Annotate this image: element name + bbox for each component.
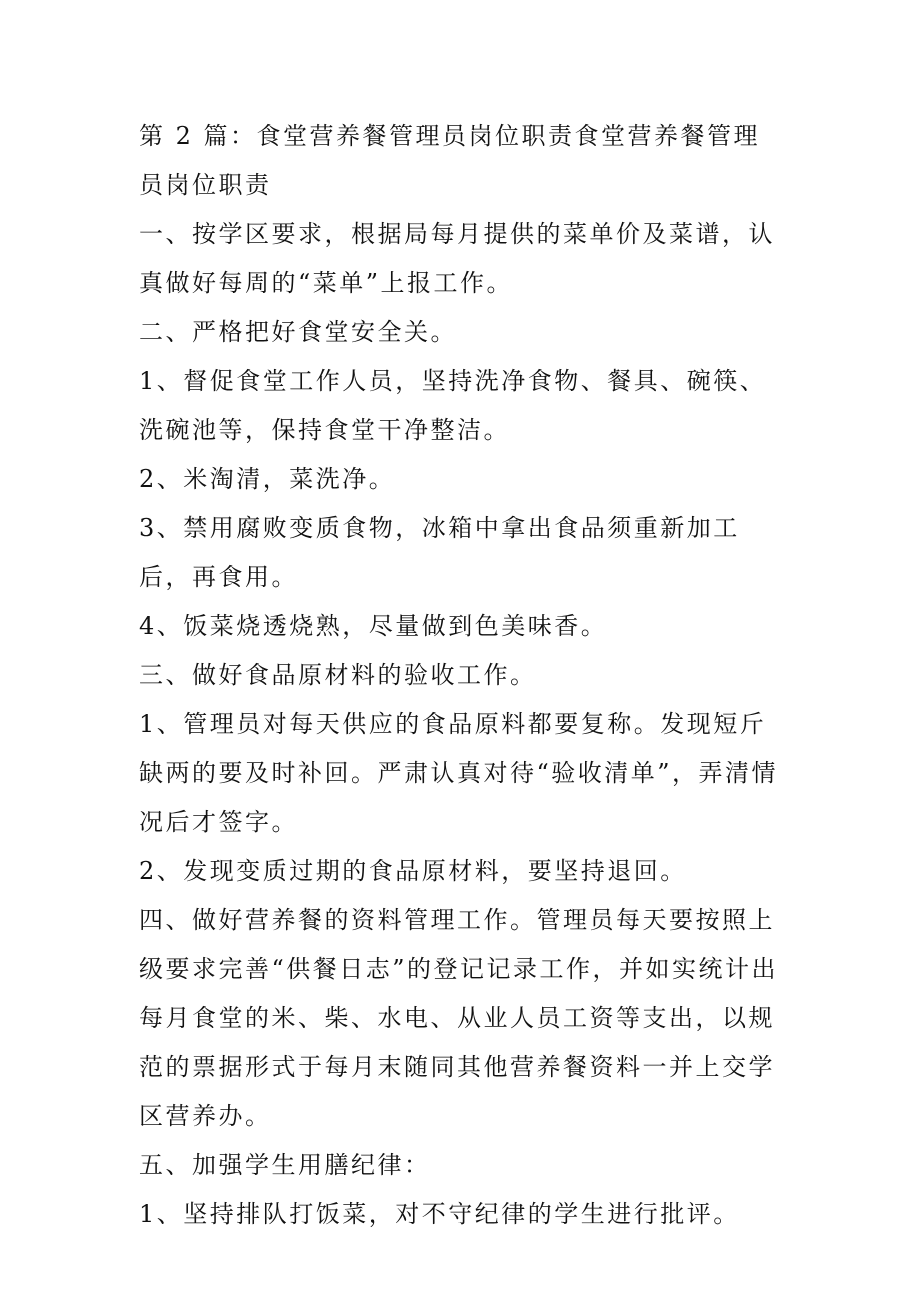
paragraph-rice-vegetables: 2、米淘清，菜洗净。 (139, 465, 396, 493)
paragraph-queue: 1、坚持排队打饭菜，对不守纪律的学生进行批评。 (139, 1200, 740, 1228)
paragraph-return-expired: 2、发现变质过期的食品原材料，要坚持退回。 (139, 857, 687, 885)
paragraph-menu-reporting: 一、按学区要求，根据局每月提供的菜单价及菜谱，认真做好每周的“菜单”上报工作。 (139, 220, 775, 297)
document-body (139, 112, 784, 1239)
section-heading-food-safety: 二、严格把好食堂安全关。 (139, 318, 457, 346)
paragraph-cooking: 4、饭菜烧透烧熟，尽量做到色美味香。 (139, 612, 608, 640)
section-heading-inspection: 三、做好食品原材料的验收工作。 (139, 661, 537, 689)
paragraph-weighing: 1、管理员对每天供应的食品原料都要复称。发现短斤缺两的要及时补回。严肃认真对待“验收清单”，弄清情况后才签字。 (139, 710, 779, 836)
section-heading-records: 四、做好营养餐的资料管理工作。管理员每天要按照上级要求完善“供餐日志”的登记记录工作，并如实统计出每月食堂的米、柴、水电、从业人员工资等支出，以规范的票据形式于每月末随同其他营养餐资料一并上交学区营养办。 (139, 906, 779, 1130)
section-heading-discipline: 五、加强学生用膳纪律： (139, 1151, 431, 1179)
paragraph-cleaning: 1、督促食堂工作人员，坚持洗净食物、餐具、碗筷、洗碗池等，保持食堂干净整洁。 (139, 367, 767, 444)
article-title: 第 2 篇：食堂营养餐管理员岗位职责食堂营养餐管理员岗位职责 (139, 122, 761, 199)
paragraph-spoiled-food: 3、禁用腐败变质食物，冰箱中拿出食品须重新加工后，再食用。 (139, 514, 740, 591)
